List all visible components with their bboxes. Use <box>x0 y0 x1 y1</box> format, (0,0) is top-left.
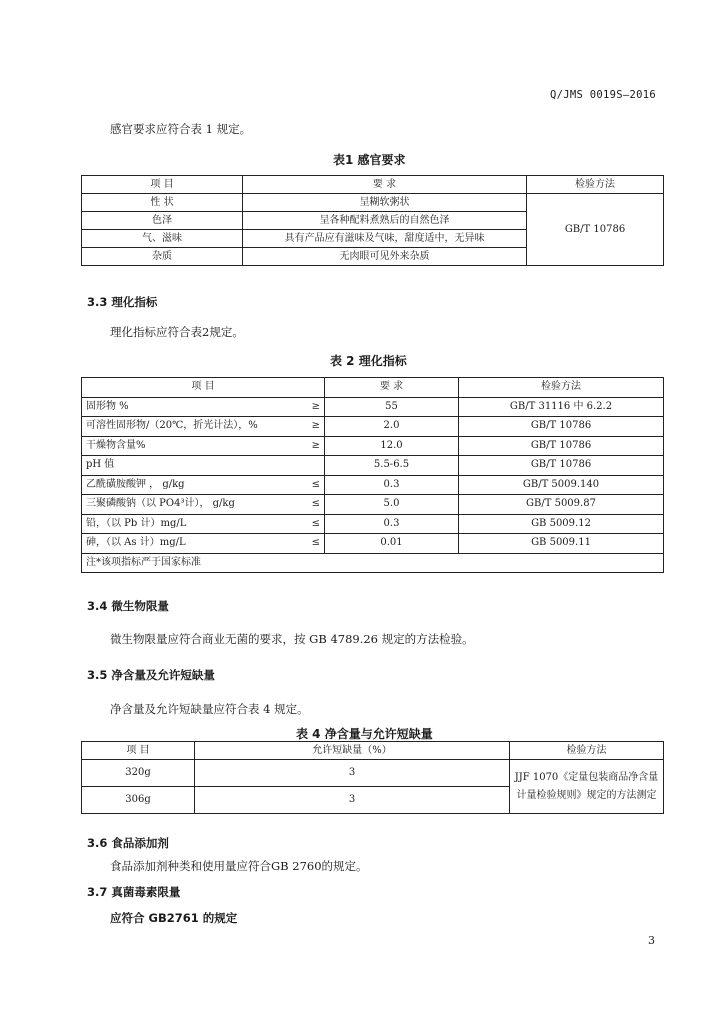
header-item: 项 目 <box>82 378 325 398</box>
cell-requirement: 5.0 <box>325 495 459 515</box>
cell-symbol: ≥ <box>292 436 325 456</box>
cell-requirement: 2.0 <box>325 417 459 437</box>
header-shortage: 允许短缺量（%） <box>195 742 510 760</box>
cell-item: 性 状 <box>82 194 243 212</box>
cell-item: 乙酰磺胺酸钾 ， g/kg <box>82 475 292 495</box>
cell-requirement: 无肉眼可见外来杂质 <box>243 248 527 266</box>
cell-shortage: 3 <box>195 760 510 787</box>
table-row <box>82 495 664 515</box>
sensory-intro: 感官要求应符合表 1 规定。 <box>110 122 252 136</box>
cell-method: GB/T 10786 <box>459 417 664 437</box>
section-3-4-heading: 3.4 微生物限量 <box>87 599 169 613</box>
cell-item: 固形物 % <box>82 397 292 417</box>
cell-requirement: 55 <box>325 397 459 417</box>
table-note: 注*该项指标严于国家标准 <box>82 553 664 573</box>
cell-symbol: ≥ <box>292 397 325 417</box>
cell-symbol: ≥ <box>292 417 325 437</box>
cell-item: 铅，（以 Pb 计）mg/L <box>82 514 292 534</box>
cell-item: 气、滋味 <box>82 230 243 248</box>
table-header-row <box>82 176 664 194</box>
cell-symbol: ≤ <box>292 495 325 515</box>
table-row <box>82 534 664 554</box>
cell-requirement: 呈糊软粥状 <box>243 194 527 212</box>
cell-item: 干燥物含量% <box>82 436 292 456</box>
cell-shortage: 3 <box>195 787 510 814</box>
cell-requirement: 呈各种配料煮熟后的自然色泽 <box>243 212 527 230</box>
section-3-5-intro: 净含量及允许短缺量应符合表 4 规定。 <box>110 702 309 716</box>
section-3-6-text: 食品添加剂种类和使用量应符合GB 2760的规定。 <box>110 859 368 873</box>
table-header-row <box>82 742 664 760</box>
header-method: 检验方法 <box>510 742 664 760</box>
table-physicochemical <box>81 377 664 573</box>
header-requirement: 要 求 <box>325 378 459 398</box>
cell-requirement: 具有产品应有滋味及气味，甜度适中，无异味 <box>243 230 527 248</box>
section-3-5-heading: 3.5 净含量及允许短缺量 <box>87 668 215 682</box>
section-3-3-heading: 3.3 理化指标 <box>87 295 158 309</box>
table-row <box>82 475 664 495</box>
cell-method: GB 5009.12 <box>459 514 664 534</box>
section-3-3-intro: 理化指标应符合表2规定。 <box>110 325 244 339</box>
section-3-7-text: 应符合 GB2761 的规定 <box>110 911 238 925</box>
cell-item: 320g <box>82 760 195 787</box>
cell-method: GB/T 5009.140 <box>459 475 664 495</box>
standard-number: Q/JMS 0019S—2016 <box>550 89 656 101</box>
header-item: 项 目 <box>82 742 195 760</box>
cell-method: GB/T 10786 <box>527 194 664 266</box>
section-3-6-heading: 3.6 食品添加剂 <box>87 836 169 850</box>
header-method: 检验方法 <box>527 176 664 194</box>
cell-requirement: 0.3 <box>325 475 459 495</box>
section-3-7-heading: 3.7 真菌毒素限量 <box>87 885 181 899</box>
cell-requirement: 5.5-6.5 <box>325 456 459 476</box>
cell-method: GB 5009.11 <box>459 534 664 554</box>
cell-symbol <box>292 456 325 476</box>
section-3-4-text: 微生物限量应符合商业无菌的要求，按 GB 4789.26 规定的方法检验。 <box>110 632 474 646</box>
cell-method: JJF 1070《定量包装商品净含量计量检验规则》规定的方法测定 <box>510 760 664 814</box>
cell-item: 杂质 <box>82 248 243 266</box>
table-row <box>82 760 664 787</box>
cell-requirement: 0.3 <box>325 514 459 534</box>
cell-requirement: 0.01 <box>325 534 459 554</box>
table-row <box>82 436 664 456</box>
table-row <box>82 456 664 476</box>
table2-caption: 表 2 理化指标 <box>330 354 407 368</box>
table-row <box>82 397 664 417</box>
table-row <box>82 194 664 212</box>
cell-method: GB/T 5009.87 <box>459 495 664 515</box>
table-net-content <box>81 741 664 814</box>
header-item: 项 目 <box>82 176 243 194</box>
cell-item: pH 值 <box>82 456 292 476</box>
cell-item: 可溶性固形物/（20℃，折光计法），% <box>82 417 292 437</box>
table-note-row <box>82 553 664 573</box>
cell-method: GB/T 10786 <box>459 436 664 456</box>
cell-item: 三聚磷酸钠（以 PO4³计）， g/kg <box>82 495 292 515</box>
cell-item: 306g <box>82 787 195 814</box>
cell-item: 色泽 <box>82 212 243 230</box>
header-method: 检验方法 <box>459 378 664 398</box>
table1-caption: 表1 感官要求 <box>333 153 406 167</box>
cell-method: GB/T 31116 中 6.2.2 <box>459 397 664 417</box>
table-row <box>82 417 664 437</box>
table4-caption: 表 4 净含量与允许短缺量 <box>296 727 433 741</box>
cell-symbol: ≤ <box>292 475 325 495</box>
table-row <box>82 514 664 534</box>
cell-requirement: 12.0 <box>325 436 459 456</box>
page-number: 3 <box>648 934 655 947</box>
table-header-row <box>82 378 664 398</box>
cell-item: 砷，（以 As 计）mg/L <box>82 534 292 554</box>
cell-symbol: ≤ <box>292 534 325 554</box>
cell-symbol: ≤ <box>292 514 325 534</box>
table-sensory <box>81 175 664 266</box>
header-requirement: 要 求 <box>243 176 527 194</box>
cell-method: GB/T 10786 <box>459 456 664 476</box>
